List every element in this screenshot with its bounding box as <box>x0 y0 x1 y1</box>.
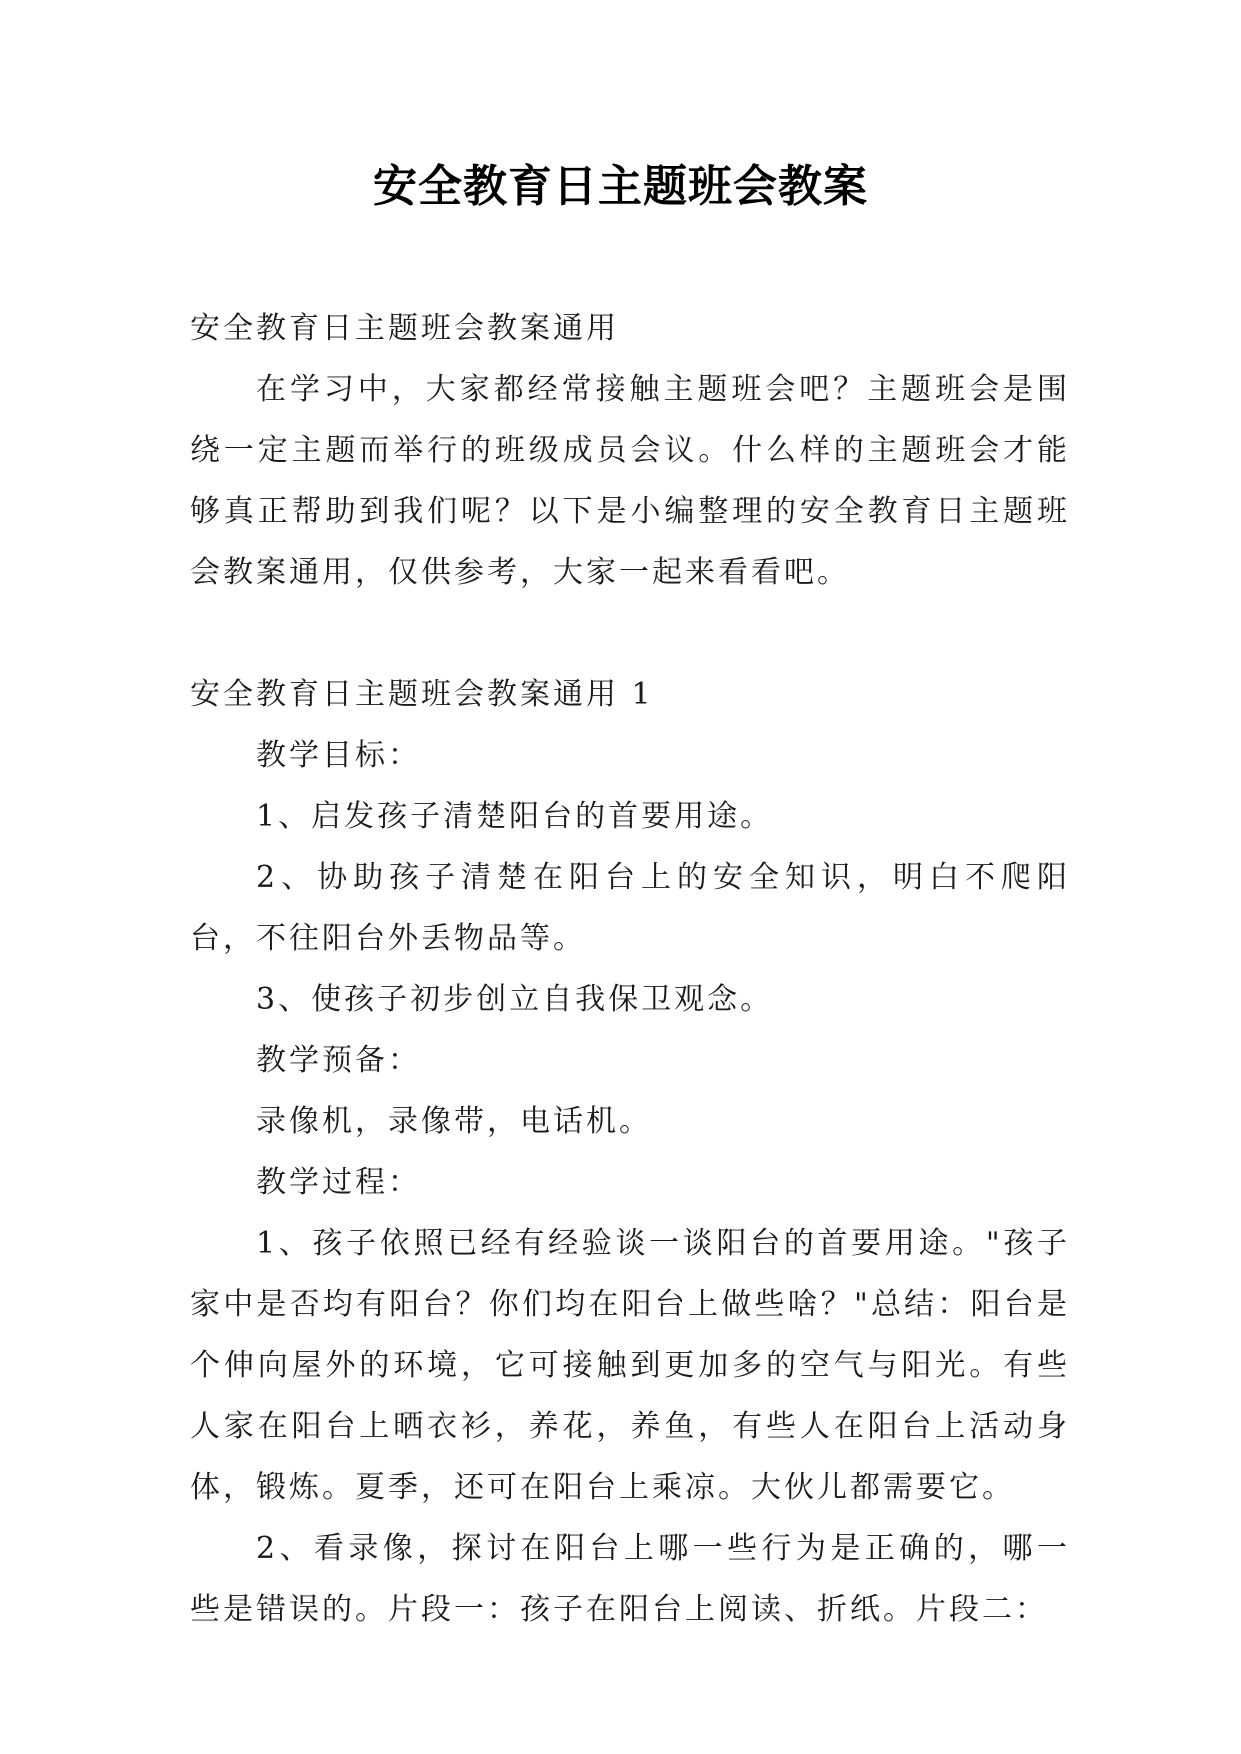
goal-item-2: 2、协助孩子清楚在阳台上的安全知识，明白不爬阳台，不往阳台外丢物品等。 <box>190 860 1070 956</box>
intro-paragraph: 在学习中，大家都经常接触主题班会吧？主题班会是围绕一定主题而举行的班级成员会议。什么样的主题班会才能够真正帮助到我们呢？以下是小编整理的安全教育日主题班会教案通用，仅供参考，大家一起来看看吧。 <box>190 372 1070 590</box>
document-title: 安全教育日主题班会教案 <box>373 161 868 212</box>
section-heading: 安全教育日主题班会教案通用 1 <box>190 677 654 712</box>
document-body <box>190 298 1070 1640</box>
subtitle-line: 安全教育日主题班会教案通用 <box>190 311 619 346</box>
process-heading: 教学过程： <box>256 1165 421 1200</box>
goal-item-1: 1、启发孩子清楚阳台的首要用途。 <box>256 799 774 834</box>
goal-item-3: 3、使孩子初步创立自我保卫观念。 <box>256 982 774 1017</box>
process-step-1: 1、孩子依照已经有经验谈一谈阳台的首要用途。"孩子家中是否均有阳台？你们均在阳台上做些啥？"总结：阳台是个伸向屋外的环境，它可接触到更加多的空气与阳光。有些人家在阳台上晒衣衫，养花，养鱼，有些人在阳台上活动身体，锻炼。夏季，还可在阳台上乘凉。大伙儿都需要它。 <box>190 1226 1070 1505</box>
teaching-goals-heading: 教学目标： <box>256 738 421 773</box>
preparation-heading: 教学预备： <box>256 1043 421 1078</box>
process-step-2: 2、看录像，探讨在阳台上哪一些行为是正确的，哪一些是错误的。片段一：孩子在阳台上阅读、折纸。片段二： <box>190 1531 1070 1627</box>
preparation-items: 录像机，录像带，电话机。 <box>256 1104 652 1139</box>
